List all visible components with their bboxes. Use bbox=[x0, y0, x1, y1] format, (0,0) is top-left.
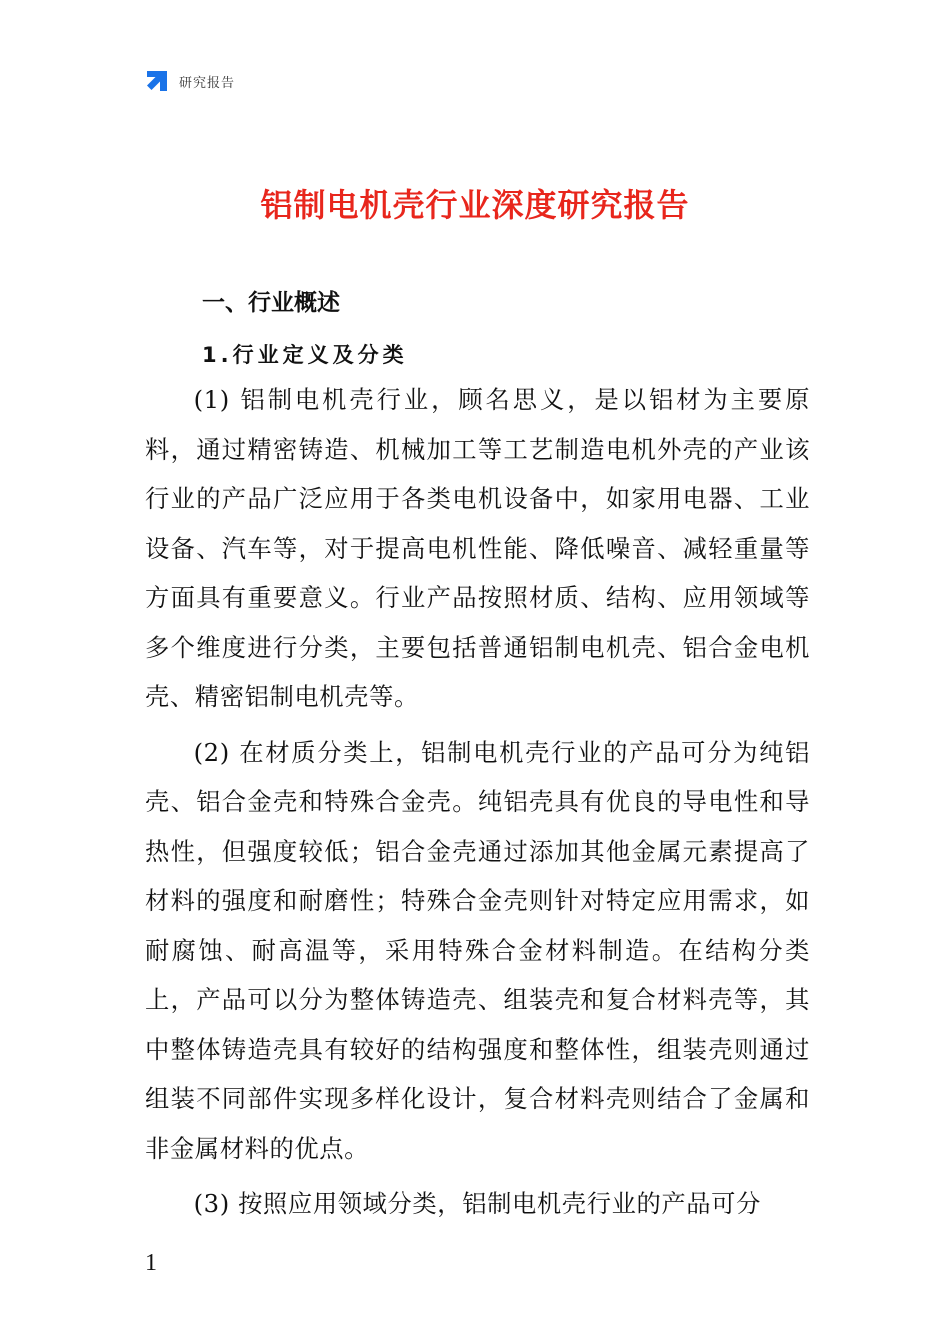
document-title: 铝制电机壳行业深度研究报告 bbox=[260, 186, 690, 224]
page-number: 1 bbox=[145, 1250, 157, 1276]
paragraph-1: (1) 铝制电机壳行业，顾名思义，是以铝材为主要原料，通过精密铸造、机械加工等工艺制造电机外壳的产业该行业的产品广泛应用于各类电机设备中，如家用电器、工业设备、汽车等，对于提高电机性能、降低噪音、减轻重量等方面具有重要意义。行业产品按照材质、结构、应用领域等多个维度进行分类，主要包括普通铝制电机壳、铝合金电机壳、精密铝制电机壳等。 bbox=[145, 385, 810, 711]
page-header bbox=[145, 68, 235, 94]
body-text bbox=[145, 375, 810, 1235]
section-heading: 一、行业概述 bbox=[202, 290, 340, 316]
header-label: 研究报告 bbox=[179, 75, 236, 91]
subsection-heading: 1.行业定义及分类 bbox=[202, 343, 408, 367]
paragraph-2: (2) 在材质分类上，铝制电机壳行业的产品可分为纯铝壳、铝合金壳和特殊合金壳。纯铝壳具有优良的导电性和导热性，但强度较低；铝合金壳通过添加其他金属元素提高了材料的强度和耐磨性；特殊合金壳则针对特定应用需求，如耐腐蚀、耐高温等，采用特殊合金材料制造。在结构分类上，产品可以分为整体铸造壳、组装壳和复合材料壳等，其中整体铸造壳具有较好的结构强度和整体性，组装壳则通过组装不同部件实现多样化设计，复合材料壳则结合了金属和非金属材料的优点。 bbox=[145, 737, 810, 1163]
arrow-up-right-icon bbox=[145, 69, 169, 93]
paragraph-3: (3) 按照应用领域分类，铝制电机壳行业的产品可分 bbox=[193, 1189, 761, 1218]
